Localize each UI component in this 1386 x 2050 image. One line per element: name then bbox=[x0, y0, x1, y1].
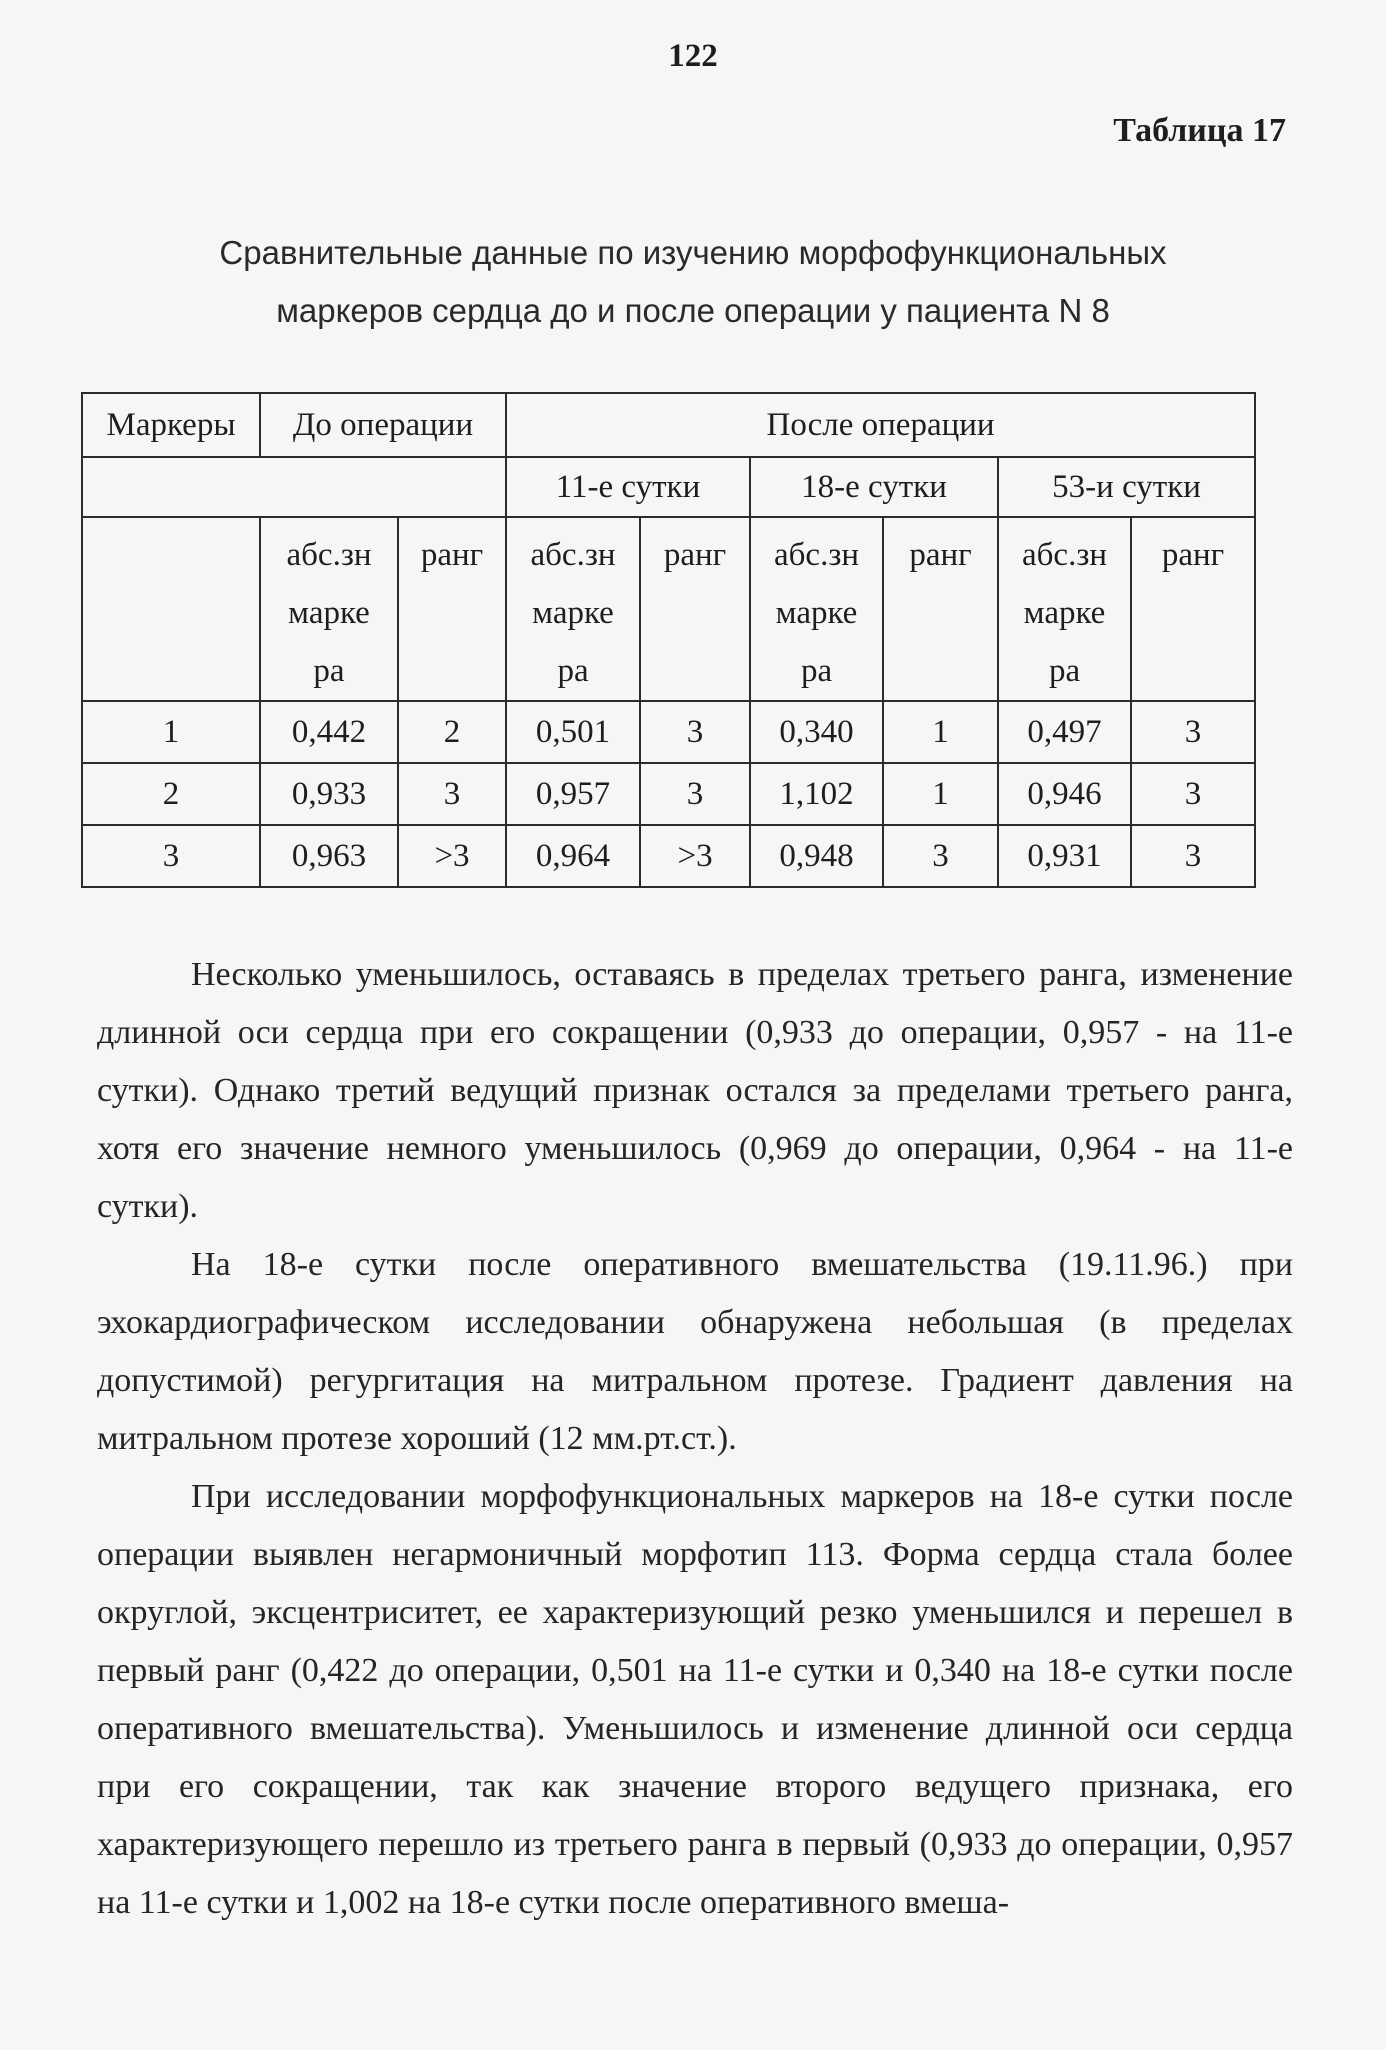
body-text bbox=[97, 946, 1293, 1932]
table-row bbox=[82, 763, 1255, 825]
caption-line-2: маркеров сердца до и после операции у пациента N 8 bbox=[276, 292, 1110, 329]
subheader-rank: ранг bbox=[640, 517, 750, 701]
paragraph: Несколько уменьшилось, оставаясь в пределах третьего ранга, изменение длинной оси сердца при его сокращении (0,933 до операции, 0,957 - на 11-е сутки). Однако третий ведущий признак остался за пределами третьего ранга, хотя его значение немного уменьшилось (0,969 до операции, 0,964 - на 11-е сутки). bbox=[97, 956, 1293, 1225]
table-cell: 0,497 bbox=[998, 701, 1131, 763]
table-cell: 0,948 bbox=[750, 825, 883, 887]
table-cell: 0,933 bbox=[260, 763, 398, 825]
table-cell: 3 bbox=[640, 701, 750, 763]
subheader-abs-value bbox=[998, 517, 1131, 701]
table-cell: >3 bbox=[640, 825, 750, 887]
subheader-abs-line: марке bbox=[1023, 595, 1106, 631]
subheader-abs-value bbox=[260, 517, 398, 701]
table-cell: 0,946 bbox=[998, 763, 1131, 825]
subheader-rank: ранг bbox=[398, 517, 506, 701]
table-subheader-row bbox=[82, 517, 1255, 701]
subheader-abs-line: абс.зн bbox=[774, 537, 860, 573]
table-cell: 0,340 bbox=[750, 701, 883, 763]
subheader-rank: ранг bbox=[1131, 517, 1255, 701]
table-cell: 2 bbox=[398, 701, 506, 763]
subheader-abs-value bbox=[506, 517, 640, 701]
table-cell: 0,964 bbox=[506, 825, 640, 887]
subheader-abs-line: ра bbox=[800, 653, 833, 689]
table-cell: 3 bbox=[1131, 825, 1255, 887]
table-row bbox=[82, 825, 1255, 887]
subheader-abs-line: абс.зн bbox=[530, 537, 616, 573]
table-cell: 0,963 bbox=[260, 825, 398, 887]
table-caption bbox=[0, 224, 1386, 340]
subheader-empty-cell bbox=[82, 517, 260, 701]
table-cell: 3 bbox=[1131, 763, 1255, 825]
header-markers: Маркеры bbox=[82, 393, 260, 457]
subheader-abs-line: марке bbox=[532, 595, 614, 631]
period-53-day: 53-и сутки bbox=[998, 457, 1255, 517]
subheader-abs-line: ра bbox=[313, 653, 345, 689]
subheader-abs-line: марке bbox=[288, 595, 370, 631]
subheader-abs-line: абс.зн bbox=[1022, 537, 1108, 573]
paragraph: На 18-е сутки после оперативного вмешательства (19.11.96.) при эхокардиографическом исследовании обнаружена небольшая (в пределах допустимой) регургитация на митральном протезе. Градиент давления на митральном протезе хороший (12 мм.рт.ст.). bbox=[97, 1246, 1293, 1457]
period-11-day: 11-е сутки bbox=[506, 457, 750, 517]
table-cell: 3 bbox=[1131, 701, 1255, 763]
table-cell: 3 bbox=[398, 763, 506, 825]
table-cell: 0,501 bbox=[506, 701, 640, 763]
marker-number: 2 bbox=[82, 763, 260, 825]
table-cell: 1,102 bbox=[750, 763, 883, 825]
table-cell: 0,957 bbox=[506, 763, 640, 825]
header-after-operation: После операции bbox=[506, 393, 1255, 457]
subheader-abs-line: абс.зн bbox=[286, 537, 372, 573]
markers-table bbox=[81, 392, 1256, 888]
table-cell: 3 bbox=[883, 825, 998, 887]
table-cell: >3 bbox=[398, 825, 506, 887]
period-empty-cell bbox=[82, 457, 506, 517]
table-label: Таблица 17 bbox=[1113, 112, 1286, 149]
header-before-operation: До операции bbox=[260, 393, 506, 457]
subheader-abs-line: ра bbox=[1048, 653, 1081, 689]
paragraph: При исследовании морфофункциональных маркеров на 18-е сутки после операции выявлен негармоничный морфотип 113. Форма сердца стала более округлой, эксцентриситет, ее характеризующий резко уменьшился и перешел в первый ранг (0,422 до операции, 0,501 на 11-е сутки и 0,340 на 18-е сутки после оперативного вмешательства). Уменьшилось и изменение длинной оси сердца при его сокращении, так как значение второго ведущего признака, его характеризующего перешло из третьего ранга в первый (0,933 до операции, 0,957 на 11-е сутки и 1,002 на 18-е сутки после оперативного вмеша- bbox=[97, 1478, 1293, 1921]
table-cell: 1 bbox=[883, 763, 998, 825]
subheader-abs-value bbox=[750, 517, 883, 701]
subheader-abs-line: марке bbox=[775, 595, 858, 631]
table-period-row bbox=[82, 457, 1255, 517]
marker-number: 3 bbox=[82, 825, 260, 887]
period-18-day: 18-е сутки bbox=[750, 457, 998, 517]
table-cell: 3 bbox=[640, 763, 750, 825]
table-cell: 0,931 bbox=[998, 825, 1131, 887]
table-cell: 0,442 bbox=[260, 701, 398, 763]
marker-number: 1 bbox=[82, 701, 260, 763]
subheader-abs-line: ра bbox=[557, 653, 589, 689]
table-header-row bbox=[82, 393, 1255, 457]
table-cell: 1 bbox=[883, 701, 998, 763]
page-number: 122 bbox=[668, 38, 718, 74]
table-row bbox=[82, 701, 1255, 763]
subheader-rank: ранг bbox=[883, 517, 998, 701]
caption-line-1: Сравнительные данные по изучению морфофункциональных bbox=[219, 234, 1167, 271]
